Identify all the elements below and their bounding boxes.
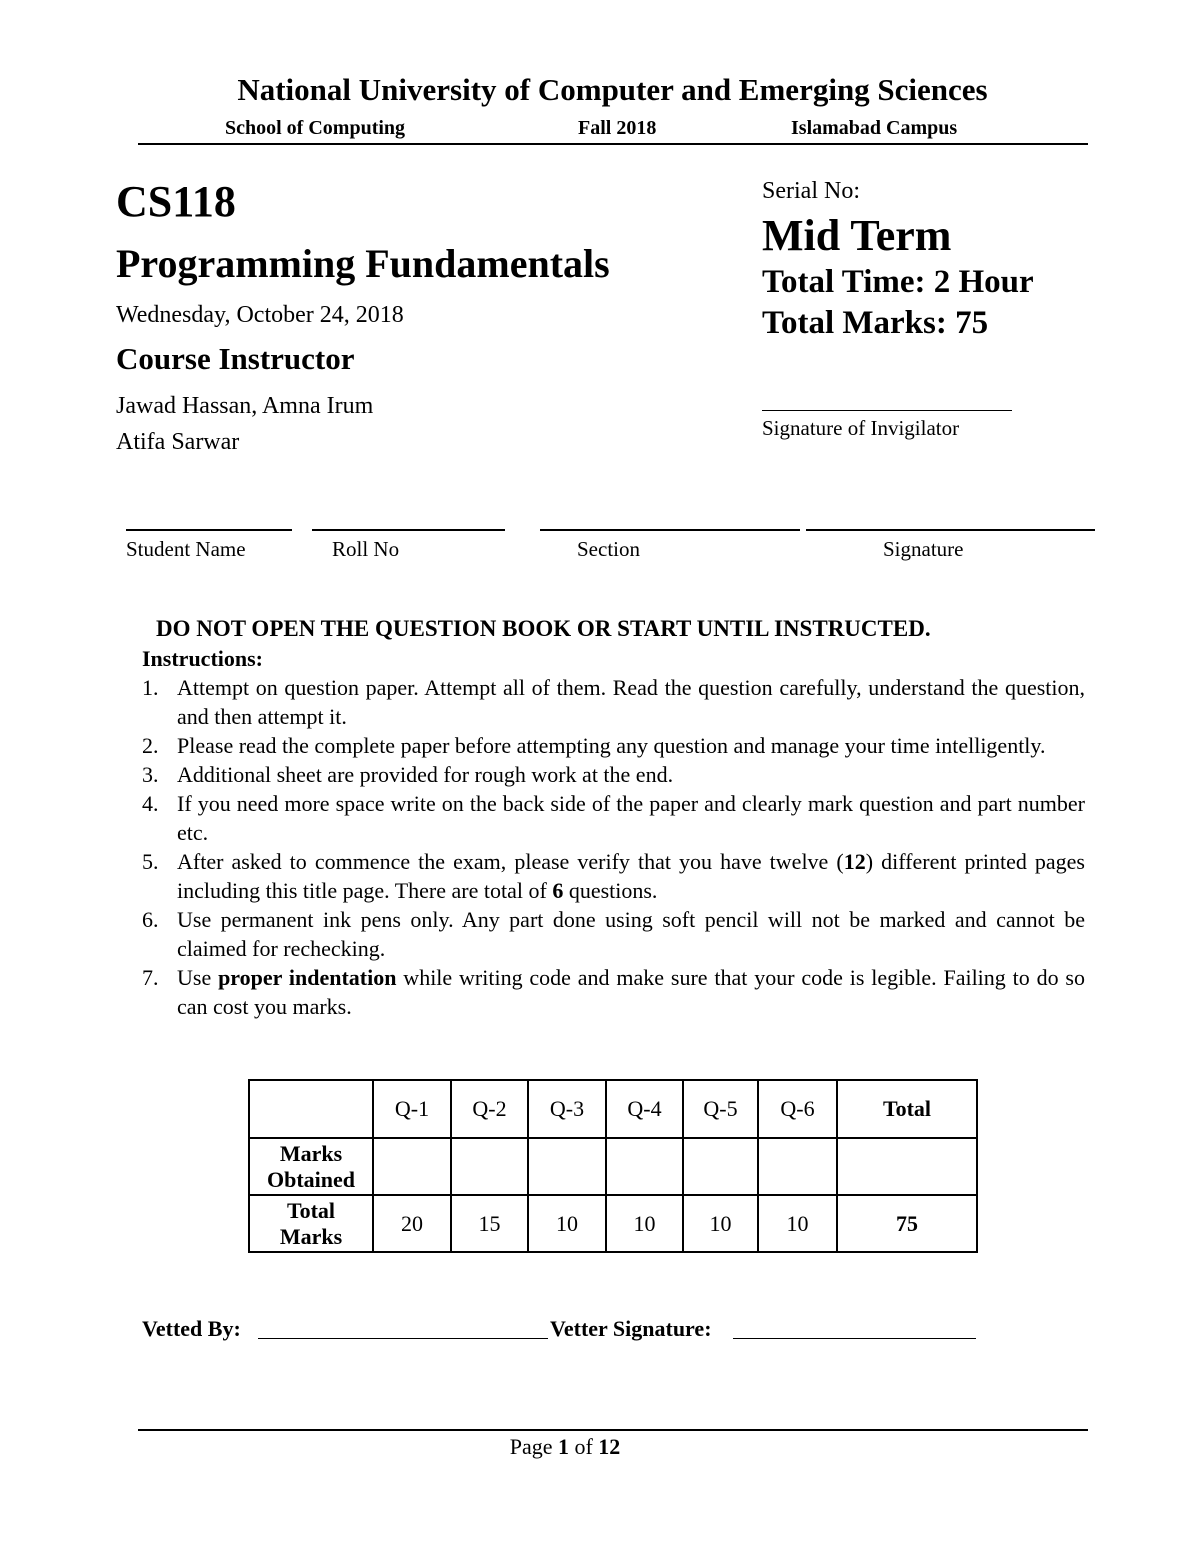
marks-obtained-cell[interactable] — [837, 1138, 977, 1195]
item-text: Additional sheet are provided for rough work at the end. — [177, 762, 674, 787]
instructor-line: Atifa Sarwar — [116, 429, 240, 455]
page-total: 12 — [598, 1434, 621, 1459]
exam-type: Mid Term — [762, 211, 952, 260]
table-header-cell: Q-2 — [451, 1080, 528, 1138]
table-header-cell: Q-6 — [758, 1080, 837, 1138]
row-label-line: Obtained — [266, 1166, 356, 1192]
total-time: Total Time: 2 Hour — [762, 264, 1034, 300]
item-number: 4. — [142, 791, 159, 816]
page-of: of — [568, 1434, 599, 1459]
item-number: 6. — [142, 907, 159, 932]
total-marks-cell: 15 — [451, 1195, 528, 1252]
marks-table — [248, 1079, 978, 1253]
school-name: School of Computing — [225, 117, 406, 139]
item-number: 5. — [142, 849, 159, 874]
total-marks-cell: 20 — [373, 1195, 451, 1252]
item-number: 7. — [142, 965, 159, 990]
total-marks-cell: 75 — [837, 1195, 977, 1252]
table-header-row — [249, 1080, 977, 1138]
item-text: Use permanent ink pens only. Any part done using soft pencil will not be marked and cannot be claimed for rechecking. — [177, 907, 1085, 961]
item-text: questions. — [563, 878, 658, 903]
row-label-line: Marks — [279, 1140, 343, 1166]
total-marks-cell: 10 — [528, 1195, 606, 1252]
marks-obtained-cell[interactable] — [606, 1138, 683, 1195]
campus-label: Islamabad Campus — [791, 117, 958, 139]
total-marks: Total Marks: 75 — [762, 305, 989, 341]
row-label-line: Marks — [279, 1223, 343, 1249]
signature-label: Signature — [883, 537, 964, 561]
item-bold: 6 — [552, 878, 564, 903]
student-name-label: Student Name — [126, 537, 246, 561]
table-row-total-marks — [249, 1195, 977, 1252]
instruction-item — [142, 963, 1085, 1021]
vetter-signature-label: Vetter Signature: — [550, 1316, 712, 1341]
item-bold: 12 — [843, 849, 866, 874]
instruction-item — [142, 789, 1085, 847]
item-number: 1. — [142, 675, 159, 700]
table-header-cell: Q-3 — [528, 1080, 606, 1138]
marks-obtained-cell[interactable] — [528, 1138, 606, 1195]
table-corner-cell — [249, 1080, 373, 1138]
marks-obtained-cell[interactable] — [373, 1138, 451, 1195]
page-prefix: Page — [509, 1434, 558, 1459]
item-text: If you need more space write on the back side of the paper and clearly mark question and part number etc. — [177, 791, 1085, 845]
roll-no-line[interactable] — [312, 529, 505, 531]
instructor-heading: Course Instructor — [116, 341, 355, 376]
instruction-item — [142, 847, 1085, 905]
student-signature-line[interactable] — [806, 529, 1095, 531]
invigilator-signature-label: Signature of Invigilator — [762, 416, 960, 440]
vetted-by-line[interactable] — [258, 1338, 548, 1339]
university-name: National University of Computer and Emerging Sciences — [237, 72, 988, 107]
item-text: After asked to commence the exam, please verify that you have twelve ( — [177, 849, 844, 874]
item-text: Use — [177, 965, 219, 990]
row-label-line: Total — [286, 1197, 336, 1223]
footer-divider — [138, 1429, 1088, 1431]
instructor-names — [116, 388, 373, 460]
table-row-marks-obtained — [249, 1138, 977, 1195]
section-label: Section — [577, 537, 640, 561]
item-number: 2. — [142, 733, 159, 758]
table-header-cell: Q-5 — [683, 1080, 758, 1138]
page-current: 1 — [557, 1434, 569, 1459]
total-marks-cell: 10 — [606, 1195, 683, 1252]
row-label — [249, 1195, 373, 1252]
marks-obtained-cell[interactable] — [451, 1138, 528, 1195]
item-bold: proper indentation — [218, 965, 397, 990]
instructions-title: Instructions: — [142, 646, 264, 671]
item-text: Attempt on question paper. Attempt all of them. Read the question carefully, understand the question, and then attempt it. — [177, 675, 1085, 729]
item-text: Please read the complete paper before attempting any question and manage your time intelligently. — [177, 733, 1046, 758]
table-header-cell: Q-4 — [606, 1080, 683, 1138]
instruction-item — [142, 760, 1085, 789]
roll-no-label: Roll No — [332, 537, 400, 561]
vetter-signature-line[interactable] — [733, 1338, 976, 1339]
item-text: while writing code and make sure that your code is legible. Failing to do so can cost you marks. — [177, 965, 1085, 1019]
item-text: ) different printed pages including this title page. There are total of — [177, 849, 1085, 903]
total-marks-cell: 10 — [683, 1195, 758, 1252]
invigilator-signature-line[interactable] — [762, 410, 1012, 411]
section-line[interactable] — [540, 529, 800, 531]
instruction-item — [142, 673, 1085, 731]
instruction-item — [142, 905, 1085, 963]
course-title: Programming Fundamentals — [116, 241, 610, 286]
exam-date: Wednesday, October 24, 2018 — [116, 302, 404, 328]
header-divider — [138, 143, 1088, 145]
term-label: Fall 2018 — [578, 117, 657, 139]
warning-text: DO NOT OPEN THE QUESTION BOOK OR START UNTIL INSTRUCTED. — [156, 616, 931, 641]
vetted-by-label: Vetted By: — [142, 1316, 241, 1341]
item-number: 3. — [142, 762, 159, 787]
serial-label: Serial No: — [762, 178, 860, 204]
student-name-line[interactable] — [126, 529, 292, 531]
marks-obtained-cell[interactable] — [683, 1138, 758, 1195]
total-marks-cell: 10 — [758, 1195, 837, 1252]
instruction-item — [142, 731, 1085, 760]
course-code: CS118 — [116, 177, 236, 226]
table-header-cell: Q-1 — [373, 1080, 451, 1138]
marks-obtained-cell[interactable] — [758, 1138, 837, 1195]
instructions-list — [142, 673, 1085, 1021]
page-number — [0, 1434, 1130, 1460]
table-header-cell: Total — [837, 1080, 977, 1138]
row-label — [249, 1138, 373, 1195]
instructor-line: Jawad Hassan, Amna Irum — [116, 393, 374, 419]
